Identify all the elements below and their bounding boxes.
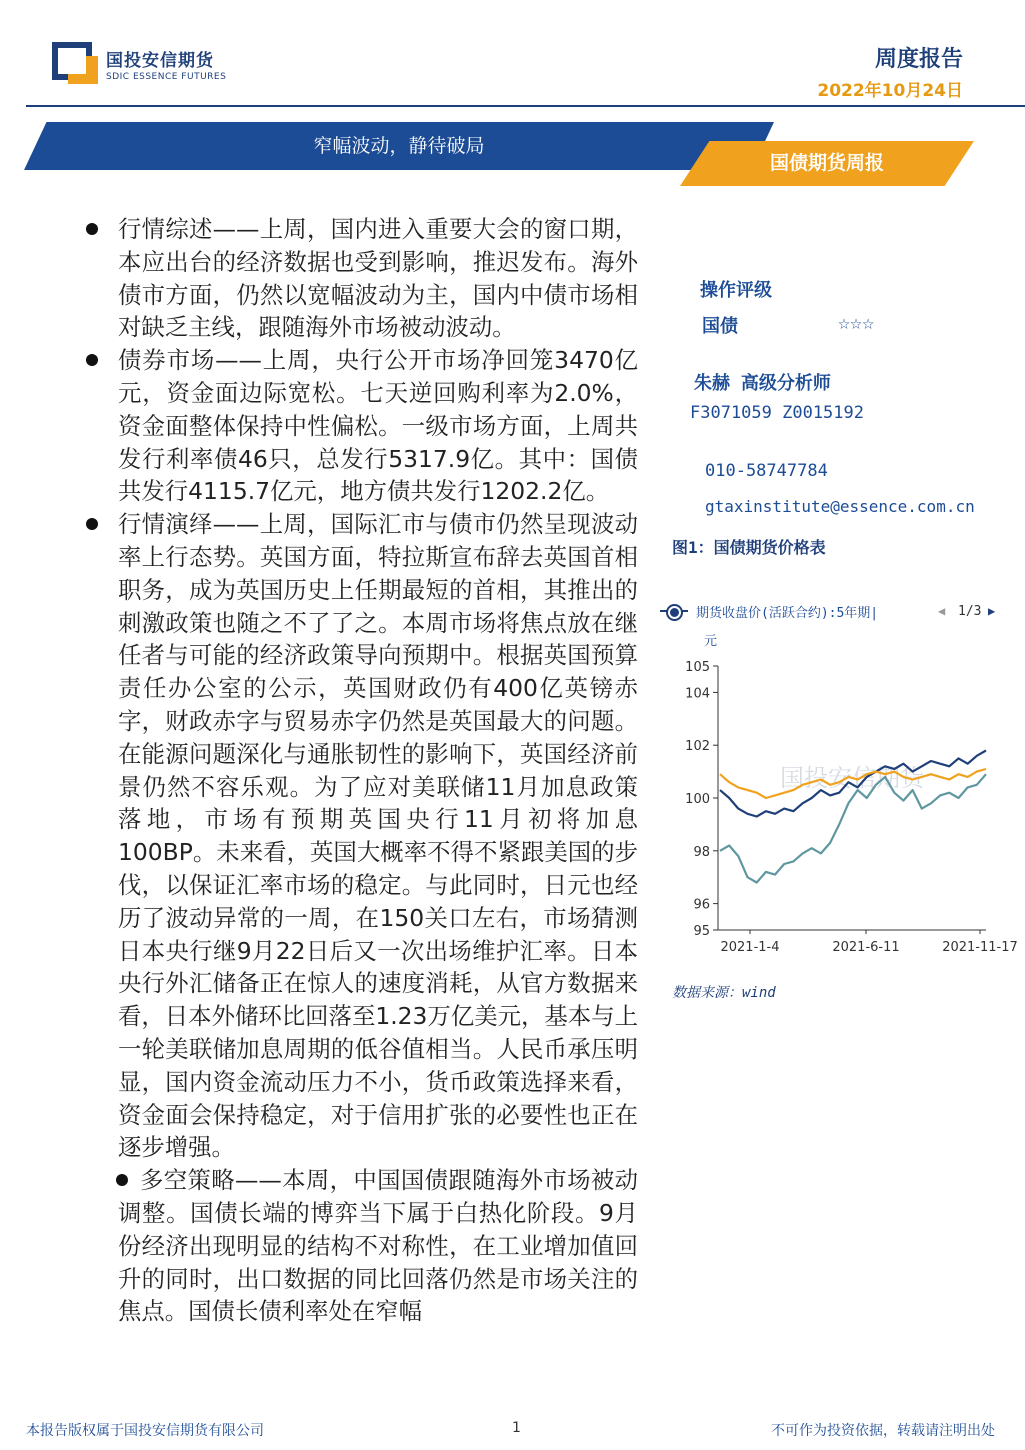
paragraph-text: 行情演绎——上周，国际汇市与债市仍然呈现波动率上行态势。英国方面，特拉斯宣布辞去英国首相职务，成为英国历史上任期最短的首相，其推出的刺激政策也随之不了了之。本周市场将焦点放在继任者与可能的经济政策导向预期中。根据英国预算责任办公室的公示，英国财政仍有400亿英镑赤字，财政赤字与贸易赤字仍然是英国最大的问题。在能源问题深化与通胀韧性的影响下，英国经济前景仍然不容乐观。为了应对美联储11月加息政策落地，市场有预期英国央行11月初将加息100BP。未来看，英国大概率不得不紧跟美国的步伐，以保证汇率市场的稳定。与此同时，日元也经历了波动异常的一周，在150关口左右，市场猜测日本央行继9月22日后又一次出场维护汇率。日本央行外汇储备正在惊人的速度消耗，从官方数据来看，日本外储环比回落至1.23万亿美元，基本与上一轮美联储加息周期的低谷值相当。人民币承压明显，国内资金流动压力不小，货币政策选择来看，资金面会保持稳定，对于信用扩张的必要性也正在逐步增强。 xyxy=(118,510,638,1162)
report-category: 国债期货周报 xyxy=(769,152,884,174)
x-tick-label: 2021-6-11 xyxy=(832,940,900,955)
chart-watermark: 国投安信期货 xyxy=(780,765,924,792)
paragraph-market-developments xyxy=(86,508,638,1164)
rating-label: 国债 xyxy=(702,316,738,337)
x-tick-label: 2021-1-4 xyxy=(720,940,780,955)
analyst-license-ids: F3071059 Z0015192 xyxy=(690,403,864,423)
logo-english-name: SDIC ESSENCE FUTURES xyxy=(106,72,227,82)
futures-price-chart xyxy=(660,590,1018,970)
report-type: 周度报告 xyxy=(874,47,963,72)
paragraph-bond-market xyxy=(86,344,638,508)
paragraph-text: 多空策略——本周，中国国债跟随海外市场被动调整。国债长端的博弈当下属于白热化阶段。9月份经济出现明显的结构不对称性，在工业增加值回升的同时，出口数据的同比回落仍然是市场关注的焦点。国债长债利率处在窄幅 xyxy=(118,1166,638,1326)
company-logo xyxy=(52,42,252,92)
legend-next-page-icon[interactable]: ▶ xyxy=(988,604,996,618)
chart-plot xyxy=(660,590,1018,970)
y-tick-label: 105 xyxy=(685,660,710,675)
logo-chinese-name: 国投安信期货 xyxy=(106,51,214,71)
bullet-icon xyxy=(86,518,98,530)
report-date: 2022年10月24日 xyxy=(817,81,963,101)
y-tick-label: 96 xyxy=(693,897,710,913)
page-number: 1 xyxy=(512,1420,521,1436)
rating-stars: ☆☆☆ xyxy=(838,310,875,334)
analyst-name: 朱赫 高级分析师 xyxy=(694,373,831,394)
data-source: 数据来源：wind xyxy=(672,985,776,1001)
footer-disclaimer: 不可作为投资依据，转载请注明出处 xyxy=(771,1423,995,1439)
rating-heading: 操作评级 xyxy=(700,280,772,301)
bullet-icon xyxy=(116,1174,128,1186)
report-body xyxy=(86,213,638,1328)
y-tick-label: 98 xyxy=(693,844,710,860)
y-tick-label: 104 xyxy=(685,686,710,702)
bullet-icon xyxy=(86,223,98,235)
figure-title: 图1：国债期货价格表 xyxy=(672,538,826,557)
logo-mark-icon xyxy=(52,42,98,84)
x-tick-label: 2021-11-17 xyxy=(942,940,1018,955)
paragraph-trading-strategy xyxy=(86,1164,638,1328)
legend-page-indicator: 1/3 xyxy=(958,604,982,619)
contact-email[interactable]: gtaxinstitute@essence.com.cn xyxy=(705,497,975,516)
y-tick-label: 100 xyxy=(685,792,710,807)
paragraph-text: 行情综述——上周，国内进入重要大会的窗口期，本应出台的经济数据也受到影响，推迟发布。海外债市方面，仍然以宽幅波动为主，国内中债市场相对缺乏主线，跟随海外市场被动波动。 xyxy=(118,215,638,342)
paragraph-text: 债券市场——上周，央行公开市场净回笼3470亿元，资金面边际宽松。七天逆回购利率为2.0%，资金面整体保持中性偏松。一级市场方面，上周共发行利率债46只，总发行5317.9亿。其中：国债共发行4115.7亿元，地方债共发行1202.2亿。 xyxy=(118,346,638,506)
bullet-icon xyxy=(86,354,98,366)
header-divider xyxy=(26,105,1025,107)
y-tick-label: 102 xyxy=(685,739,710,755)
report-title: 窄幅波动，静待破局 xyxy=(313,135,485,157)
y-tick-label: 95 xyxy=(693,924,710,939)
legend-series-label: 期货收盘价(活跃合约):5年期| xyxy=(696,606,879,621)
legend-unit: 元 xyxy=(704,634,718,649)
contact-phone: 010-58747784 xyxy=(705,461,828,481)
footer-copyright: 本报告版权属于国投安信期货有限公司 xyxy=(26,1423,264,1439)
paragraph-market-overview xyxy=(86,213,638,344)
legend-prev-page-icon[interactable]: ◀ xyxy=(938,604,946,618)
